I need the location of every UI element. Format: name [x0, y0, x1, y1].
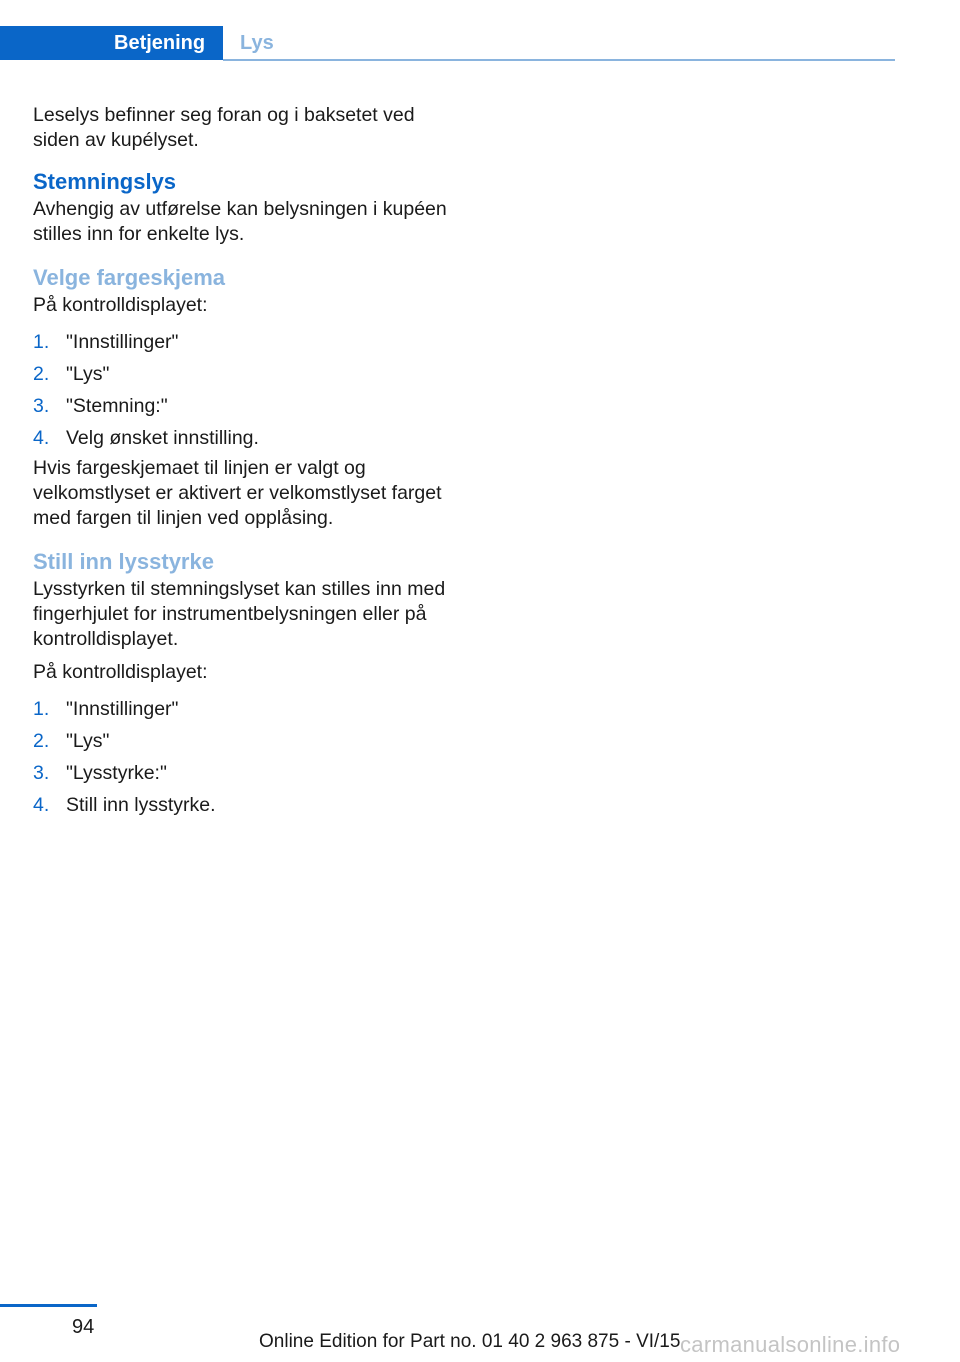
step-text: "Lys": [66, 363, 110, 385]
heading-stemningslys: Stemningslys: [33, 169, 177, 194]
step-text: Still inn lysstyrke.: [66, 794, 216, 816]
step-text: "Innstillinger": [66, 698, 179, 720]
footer-divider: [0, 1304, 97, 1307]
step-number: 4.: [33, 427, 50, 449]
list-item: [33, 697, 453, 729]
step-number: 4.: [33, 794, 50, 816]
watermark: carmanualsonline.info: [680, 1332, 901, 1357]
step-text: "Lysstyrke:": [66, 762, 167, 784]
lysstyrke-steps: [33, 697, 453, 825]
edition-note: Online Edition for Part no. 01 40 2 963 875 - VI/15: [259, 1331, 681, 1352]
step-number: 2.: [33, 730, 50, 752]
heading-velge-fargeskjema: Velge fargeskjema: [33, 265, 226, 290]
list-item: [33, 793, 453, 825]
list-item: [33, 761, 453, 793]
stemningslys-paragraph: Avhengig av utførelse kan belysningen i kupéen stilles inn for enkelte lys.: [33, 198, 447, 245]
section-tab-betjening[interactable]: Betjening: [0, 26, 223, 60]
step-text: "Stemning:": [66, 395, 168, 417]
step-number: 1.: [33, 698, 50, 720]
page-header: [0, 26, 895, 60]
step-number: 3.: [33, 395, 50, 417]
lysstyrke-lead: På kontrolldisplayet:: [33, 661, 208, 683]
step-number: 3.: [33, 762, 50, 784]
main-content: [33, 103, 453, 825]
list-item: [33, 729, 453, 761]
lysstyrke-paragraph: Lysstyrken til stemningslyset kan stilles inn med fingerhjulet for instrumentbelysningen eller på kontrolldisplayet.: [33, 578, 446, 650]
fargeskjema-steps: [33, 330, 453, 458]
chapter-tab-lys[interactable]: Lys: [240, 32, 274, 54]
intro-paragraph: Leselys befinner seg foran og i baksetet ved siden av kupélyset.: [33, 104, 415, 151]
step-number: 1.: [33, 331, 50, 353]
step-number: 2.: [33, 363, 50, 385]
heading-still-inn-lysstyrke: Still inn lysstyrke: [33, 549, 214, 574]
list-item: [33, 394, 453, 426]
step-text: "Lys": [66, 730, 110, 752]
list-item: [33, 362, 453, 394]
list-item: [33, 330, 453, 362]
fargeskjema-note: Hvis fargeskjemaet til linjen er valgt og velkomstlyset er aktivert er velkomstlyset farget med fargen til linjen ved opplåsing.: [33, 457, 442, 529]
step-text: Velg ønsket innstilling.: [66, 427, 259, 449]
page-number: 94: [72, 1316, 95, 1338]
step-text: "Innstillinger": [66, 331, 179, 353]
list-item: [33, 426, 453, 458]
fargeskjema-lead: På kontrolldisplayet:: [33, 294, 208, 316]
header-divider: [223, 59, 895, 61]
